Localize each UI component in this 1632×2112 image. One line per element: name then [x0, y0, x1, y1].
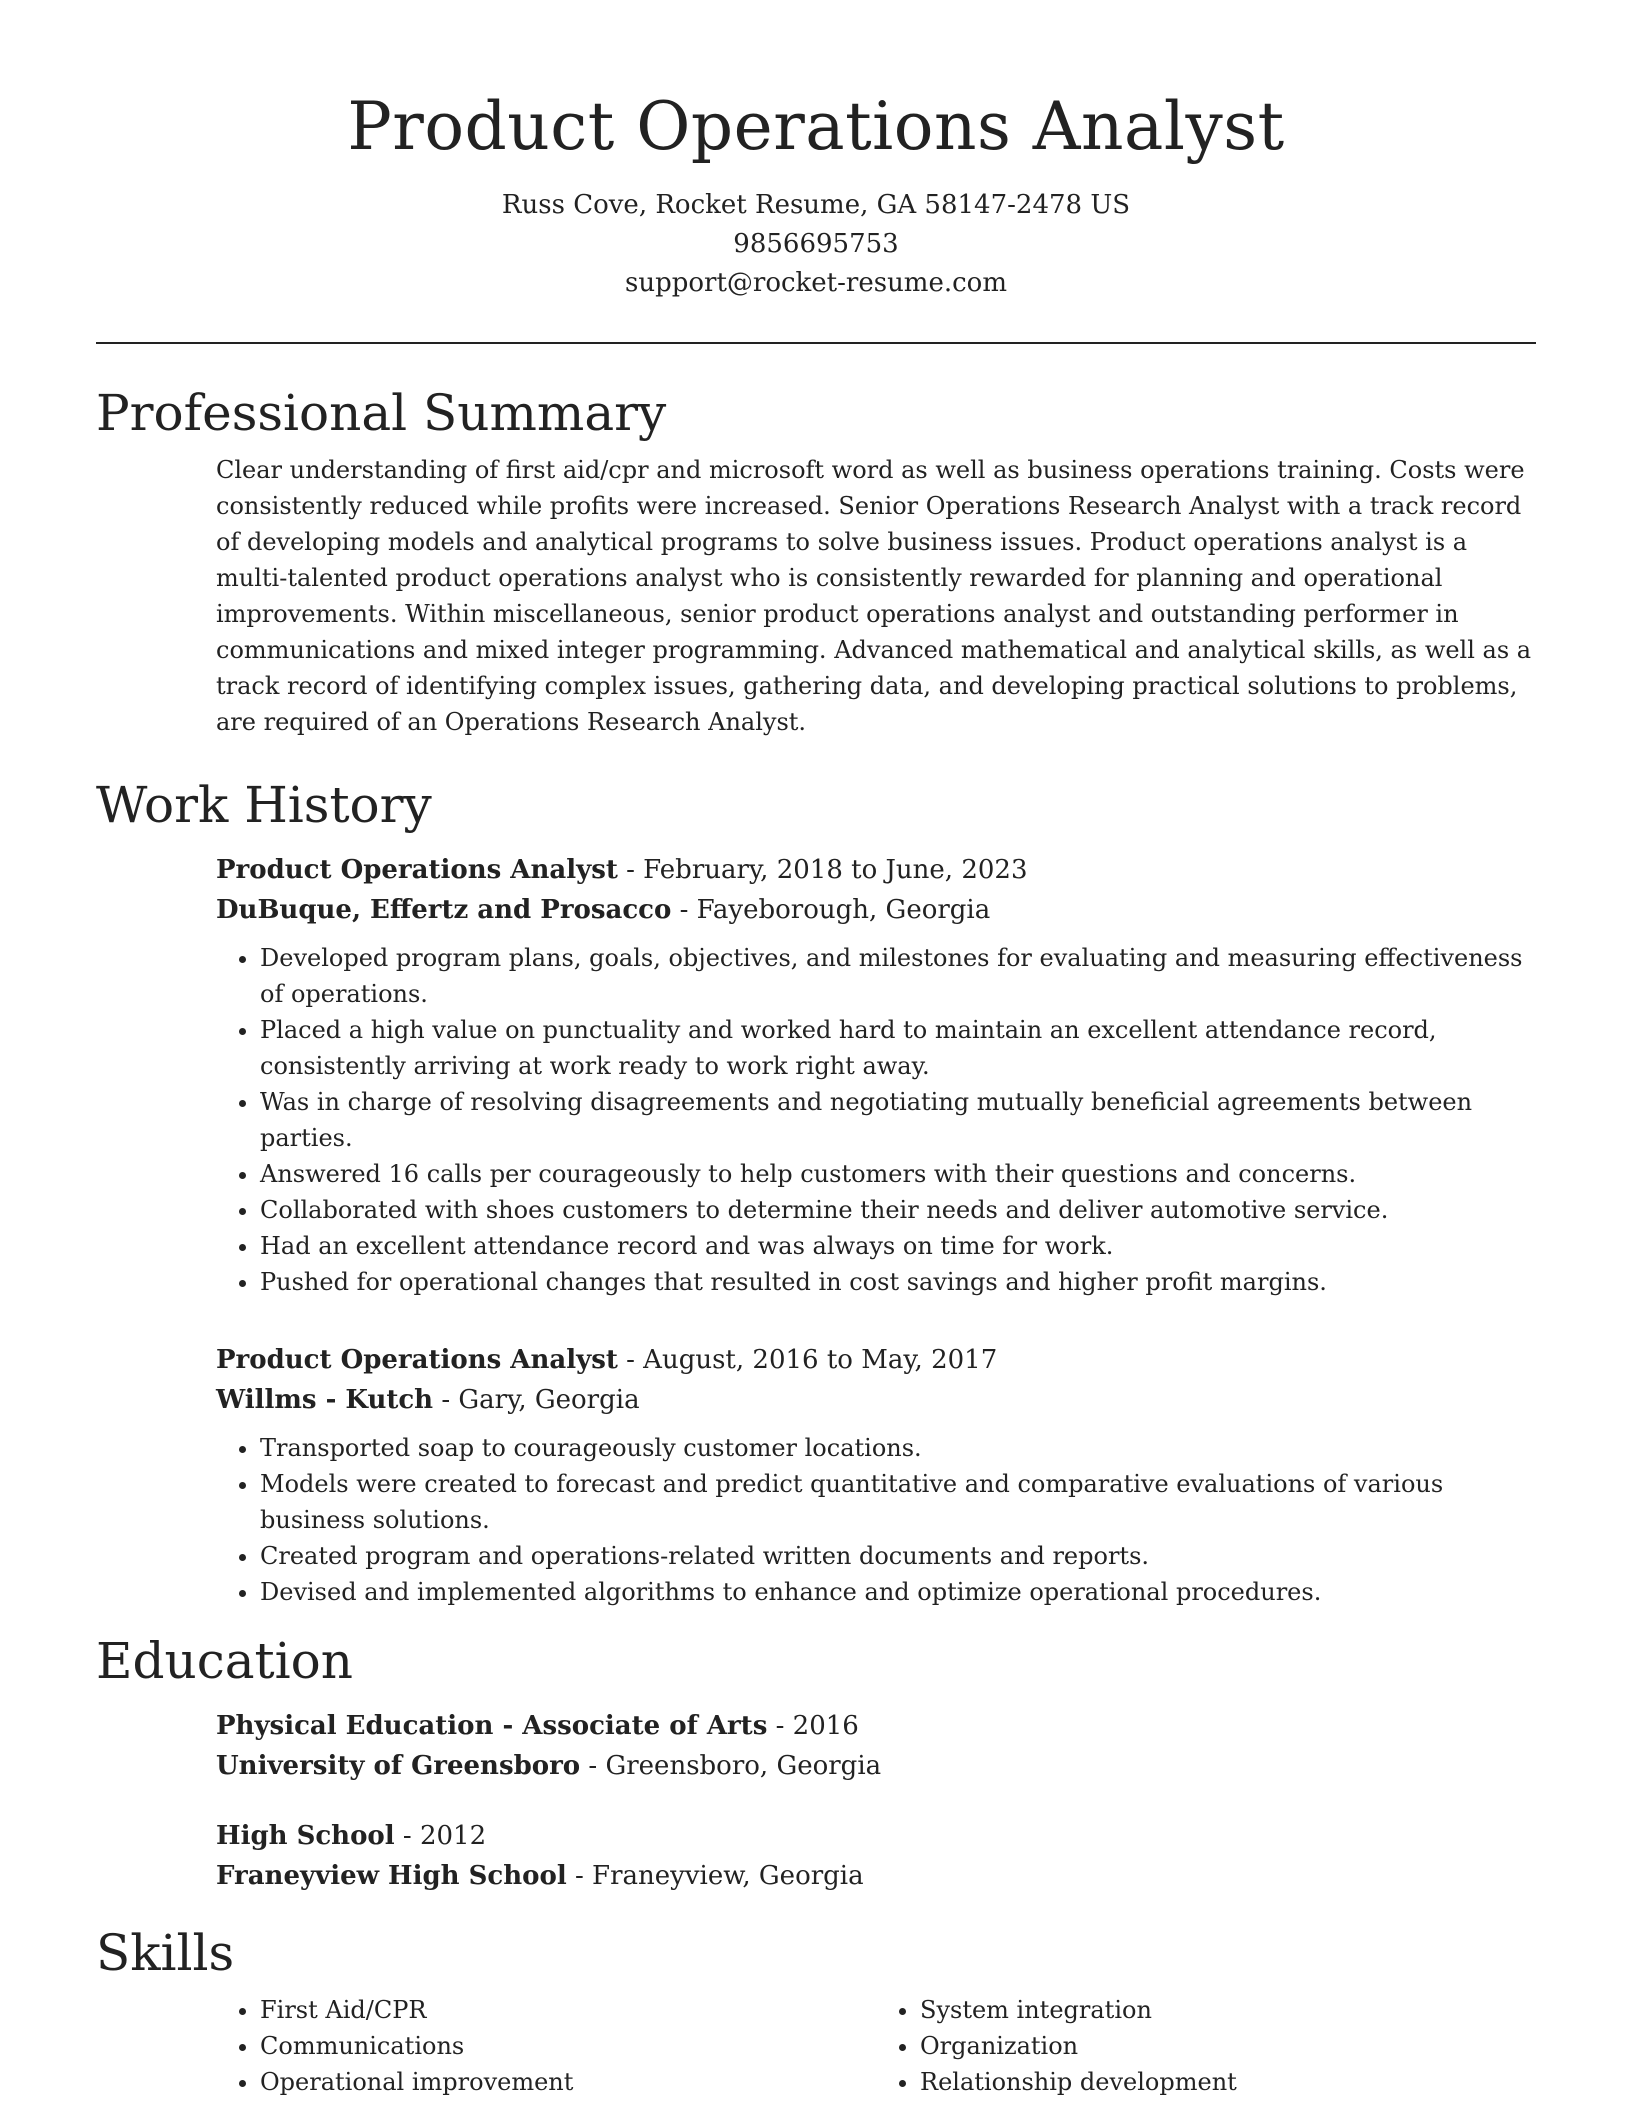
education-year: - 2016 [767, 1711, 859, 1741]
job-bullet: • Had an excellent attendance record and was always on time for work. [260, 1228, 1536, 1264]
job-bullets [216, 1430, 1536, 1610]
work-history-section [96, 774, 1536, 1610]
education-school: Franeyview High School [216, 1861, 567, 1891]
work-history-heading: Work History [96, 776, 432, 834]
work-history-list [216, 850, 1536, 1610]
education-degree: Physical Education - Associate of Arts [216, 1711, 768, 1741]
job-bullet: • Placed a high value on punctuality and worked hard to maintain an excellent attendance record, consistently arriving at work ready to work right away. [260, 1012, 1536, 1084]
education-heading: Education [96, 1632, 353, 1690]
skills-columns [216, 1992, 1536, 2100]
resume-title: Product Operations Analyst [347, 88, 1285, 165]
skills-list-right [876, 1992, 1536, 2100]
job-bullet: • Answered 16 calls per courageously to help customers with their questions and concerns. [260, 1156, 1536, 1192]
contact-email: support@rocket-resume.com [624, 268, 1007, 298]
job-bullets [216, 940, 1536, 1300]
skill-item: • Operational improvement [260, 2064, 876, 2100]
education-year: - 2012 [394, 1821, 487, 1851]
job-company: DuBuque, Effertz and Prosacco [216, 895, 672, 925]
resume-header [0, 0, 1632, 303]
job-bullet: • Models were created to forecast and predict quantitative and comparative evaluations of various business solutions. [260, 1466, 1536, 1538]
summary-heading: Professional Summary [96, 384, 667, 442]
education-section [96, 1630, 1536, 1896]
education-entry [216, 1706, 1536, 1786]
skill-item: • Relationship development [920, 2064, 1536, 2100]
contact-address: Russ Cove, Rocket Resume, GA 58147-2478 US [501, 190, 1131, 220]
education-school: University of Greensboro [216, 1751, 581, 1781]
skills-heading: Skills [96, 1924, 235, 1982]
job-bullet: • Created program and operations-related written documents and reports. [260, 1538, 1536, 1574]
job-entry [216, 850, 1536, 1300]
skills-list-left [216, 1992, 876, 2100]
job-dates: - August, 2016 to May, 2017 [617, 1345, 998, 1375]
skill-item: • First Aid/CPR [260, 1992, 876, 2028]
skill-item: • Organization [920, 2028, 1536, 2064]
skill-item: • Communications [260, 2028, 876, 2064]
job-entry [216, 1340, 1536, 1610]
education-location: - Greensboro, Georgia [580, 1751, 882, 1781]
summary-text: Clear understanding of first aid/cpr and microsoft word as well as business operations training. Costs were consistently reduced while profits were increased. Senior Operations Research Analyst with a track record of developing models and analytical programs to solve business issues. Product operations analyst is a multi-talented product operations analyst who is consistently rewarded for planning and operational improvements. Within miscellaneous, senior product operations analyst and outstanding performer in communications and mixed integer programming. Advanced mathematical and analytical skills, as well as a track record of identifying complex issues, gathering data, and developing practical solutions to problems, are required of an Operations Research Analyst. [216, 456, 1532, 736]
job-bullet: • Was in charge of resolving disagreements and negotiating mutually beneficial agreements between parties. [260, 1084, 1536, 1156]
skills-section [96, 1922, 1536, 2100]
job-dates: - February, 2018 to June, 2023 [617, 855, 1028, 885]
education-location: - Franeyview, Georgia [566, 1861, 864, 1891]
job-role: Product Operations Analyst [216, 1345, 618, 1375]
skill-item: • System integration [920, 1992, 1536, 2028]
summary-section [96, 382, 1536, 740]
contact-info [0, 186, 1632, 303]
job-location: - Gary, Georgia [433, 1385, 640, 1415]
education-degree: High School [216, 1821, 395, 1851]
job-bullet: • Pushed for operational changes that resulted in cost savings and higher profit margins. [260, 1264, 1536, 1300]
job-bullet: • Transported soap to courageously customer locations. [260, 1430, 1536, 1466]
contact-phone: 9856695753 [733, 229, 899, 259]
header-divider [96, 342, 1536, 344]
job-company: Willms - Kutch [216, 1385, 434, 1415]
job-role: Product Operations Analyst [216, 855, 618, 885]
job-bullet: • Developed program plans, goals, objectives, and milestones for evaluating and measuring effectiveness of operations. [260, 940, 1536, 1012]
job-bullet: • Collaborated with shoes customers to determine their needs and deliver automotive service. [260, 1192, 1536, 1228]
job-location: - Fayeborough, Georgia [671, 895, 991, 925]
education-list [216, 1706, 1536, 1896]
job-bullet: • Devised and implemented algorithms to enhance and optimize operational procedures. [260, 1574, 1536, 1610]
education-entry [216, 1816, 1536, 1896]
